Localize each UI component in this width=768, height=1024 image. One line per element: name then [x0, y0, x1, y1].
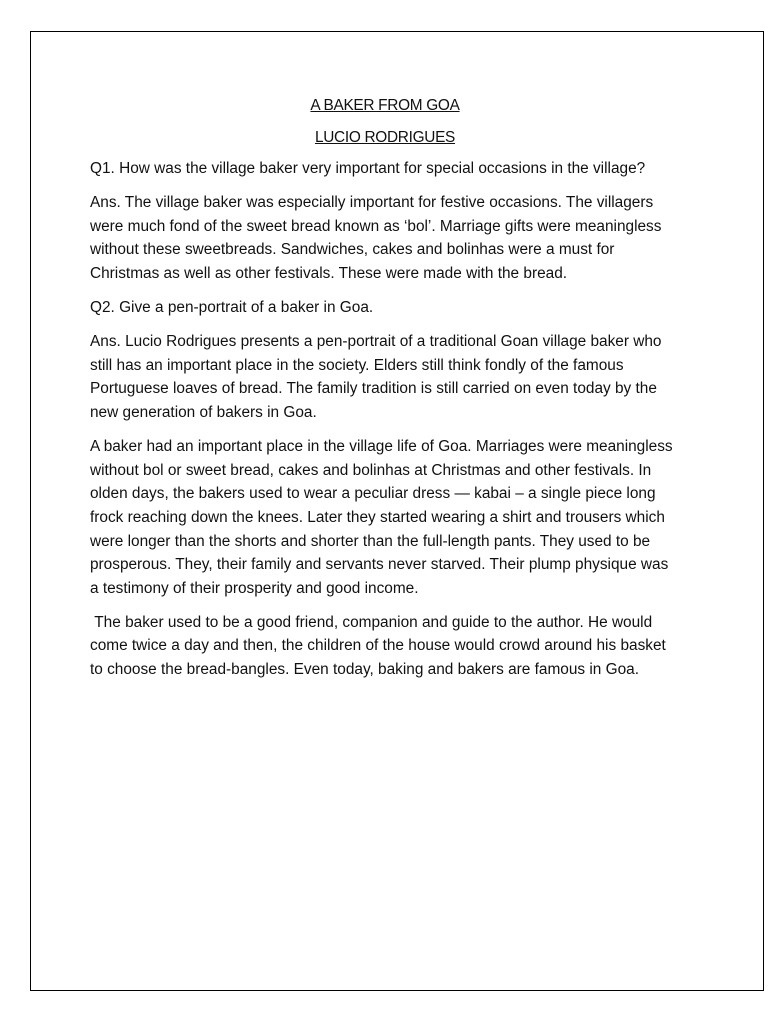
answer-1: Ans. The village baker was especially important for festive occasions. The villagers were much fond of the sweet bread known as ‘bol’. Marriage gifts were meaningless without these sweetbreads. Sandwiches, cakes and bolinhas were a must for Christmas as well as other festivals. These were made with the bread.: [90, 194, 662, 283]
answer-2-paragraph-3: The baker used to be a good friend, companion and guide to the author. He would come twice a day and then, the children of the house would crowd around his basket to choose the bread-bangles. Even today, baking and bakers are famous in Goa.: [90, 613, 671, 678]
answer-2-paragraph-1: Ans. Lucio Rodrigues presents a pen-portrait of a traditional Goan village baker who still has an important place in the society. Elders still think fondly of the famous Portuguese loaves of bread. The family tradition is still carried on even today by the new generation of bakers in Goa.: [90, 333, 662, 422]
document-title: A BAKER FROM GOA: [310, 97, 460, 114]
document-author: LUCIO RODRIGUES: [314, 128, 456, 146]
question-2: Q2. Give a pen-portrait of a baker in Goa.: [90, 299, 374, 317]
answer-2-paragraph-2: A baker had an important place in the village life of Goa. Marriages were meaningless without bol or sweet bread, cakes and bolinhas at Christmas and other festivals. In olden days, the bakers used to wear a peculiar dress — kabai – a single piece long frock reaching down the knees. Later they started wearing a shirt and trousers which were longer than the shorts and shorter than the full-length pants. They used to be prosperous. They, their family and servants never starved. Their plump physique was a testimony of their prosperity and good income.: [90, 438, 673, 597]
document-body: [90, 94, 680, 692]
question-1: Q1. How was the village baker very important for special occasions in the village?: [90, 160, 646, 178]
